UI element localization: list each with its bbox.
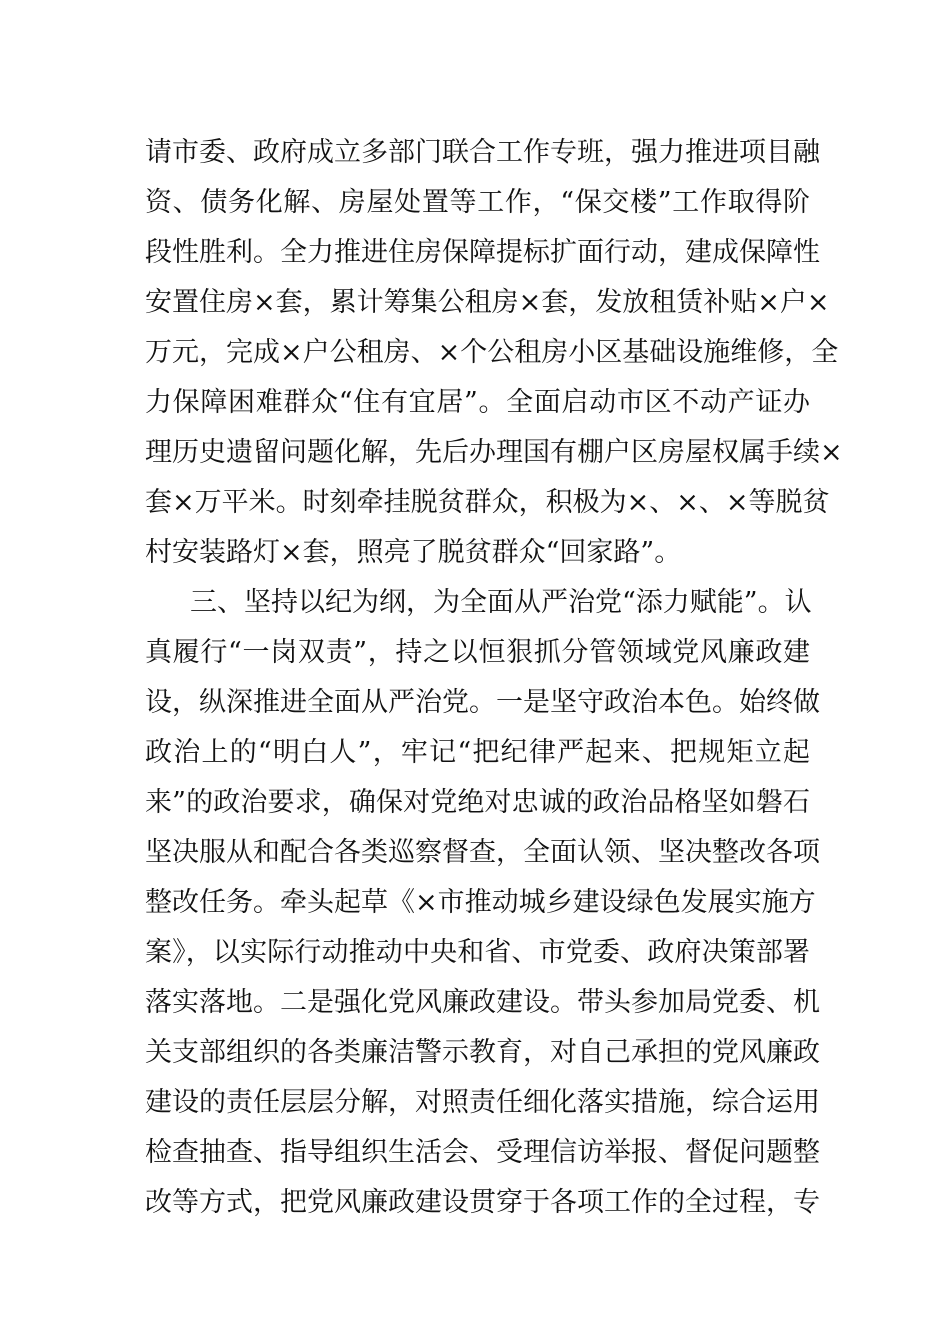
text-line: 落实落地。二是强化党风廉政建设。带头参加局党委、机 bbox=[145, 987, 820, 1018]
text-line: 万元，完成×户公租房、×个公租房小区基础设施维修，全 bbox=[145, 337, 839, 368]
text-line: 改等方式，把党风廉政建设贯穿于各项工作的全过程，专 bbox=[145, 1187, 820, 1218]
text-line: 案》，以实际行动推动中央和省、市党委、政府决策部署 bbox=[145, 937, 810, 968]
text-line: 段性胜利。全力推进住房保障提标扩面行动，建成保障性 bbox=[145, 237, 820, 268]
text-line: 来”的政治要求，确保对党绝对忠诚的政治品格坚如磐石 bbox=[145, 787, 810, 818]
text-line: 真履行“一岗双责”，持之以恒狠抓分管领域党风廉政建 bbox=[145, 637, 810, 668]
text-line: 政治上的“明白人”，牢记“把纪律严起来、把规矩立起 bbox=[145, 737, 810, 768]
section-heading-line: 三、坚持以纪为纲，为全面从严治党“添力赋能”。认 bbox=[190, 587, 812, 618]
text-line: 请市委、政府成立多部门联合工作专班，强力推进项目融 bbox=[145, 137, 820, 168]
text-line: 安置住房×套，累计筹集公租房×套，发放租赁补贴×户× bbox=[145, 287, 830, 318]
text-line: 村安装路灯×套，照亮了脱贫群众“回家路”。 bbox=[145, 537, 682, 568]
text-line: 设，纵深推进全面从严治党。一是坚守政治本色。始终做 bbox=[145, 687, 820, 718]
text-line: 资、债务化解、房屋处置等工作，“保交楼”工作取得阶 bbox=[145, 187, 810, 218]
text-line: 建设的责任层层分解，对照责任细化落实措施，综合运用 bbox=[145, 1087, 820, 1118]
text-line: 坚决服从和配合各类巡察督查，全面认领、坚决整改各项 bbox=[145, 837, 820, 868]
text-line: 理历史遗留问题化解，先后办理国有棚户区房屋权属手续× bbox=[145, 437, 843, 468]
text-line: 整改任务。牵头起草《×市推动城乡建设绿色发展实施方 bbox=[145, 887, 816, 918]
text-line: 套×万平米。时刻牵挂脱贫群众，积极为×、×、×等脱贫 bbox=[145, 487, 830, 518]
text-line: 检查抽查、指导组织生活会、受理信访举报、督促问题整 bbox=[145, 1137, 820, 1168]
text-line: 关支部组织的各类廉洁警示教育，对自己承担的党风廉政 bbox=[145, 1037, 820, 1068]
text-line: 力保障困难群众“住有宜居”。全面启动市区不动产证办 bbox=[145, 387, 810, 418]
body-text bbox=[145, 128, 843, 1228]
